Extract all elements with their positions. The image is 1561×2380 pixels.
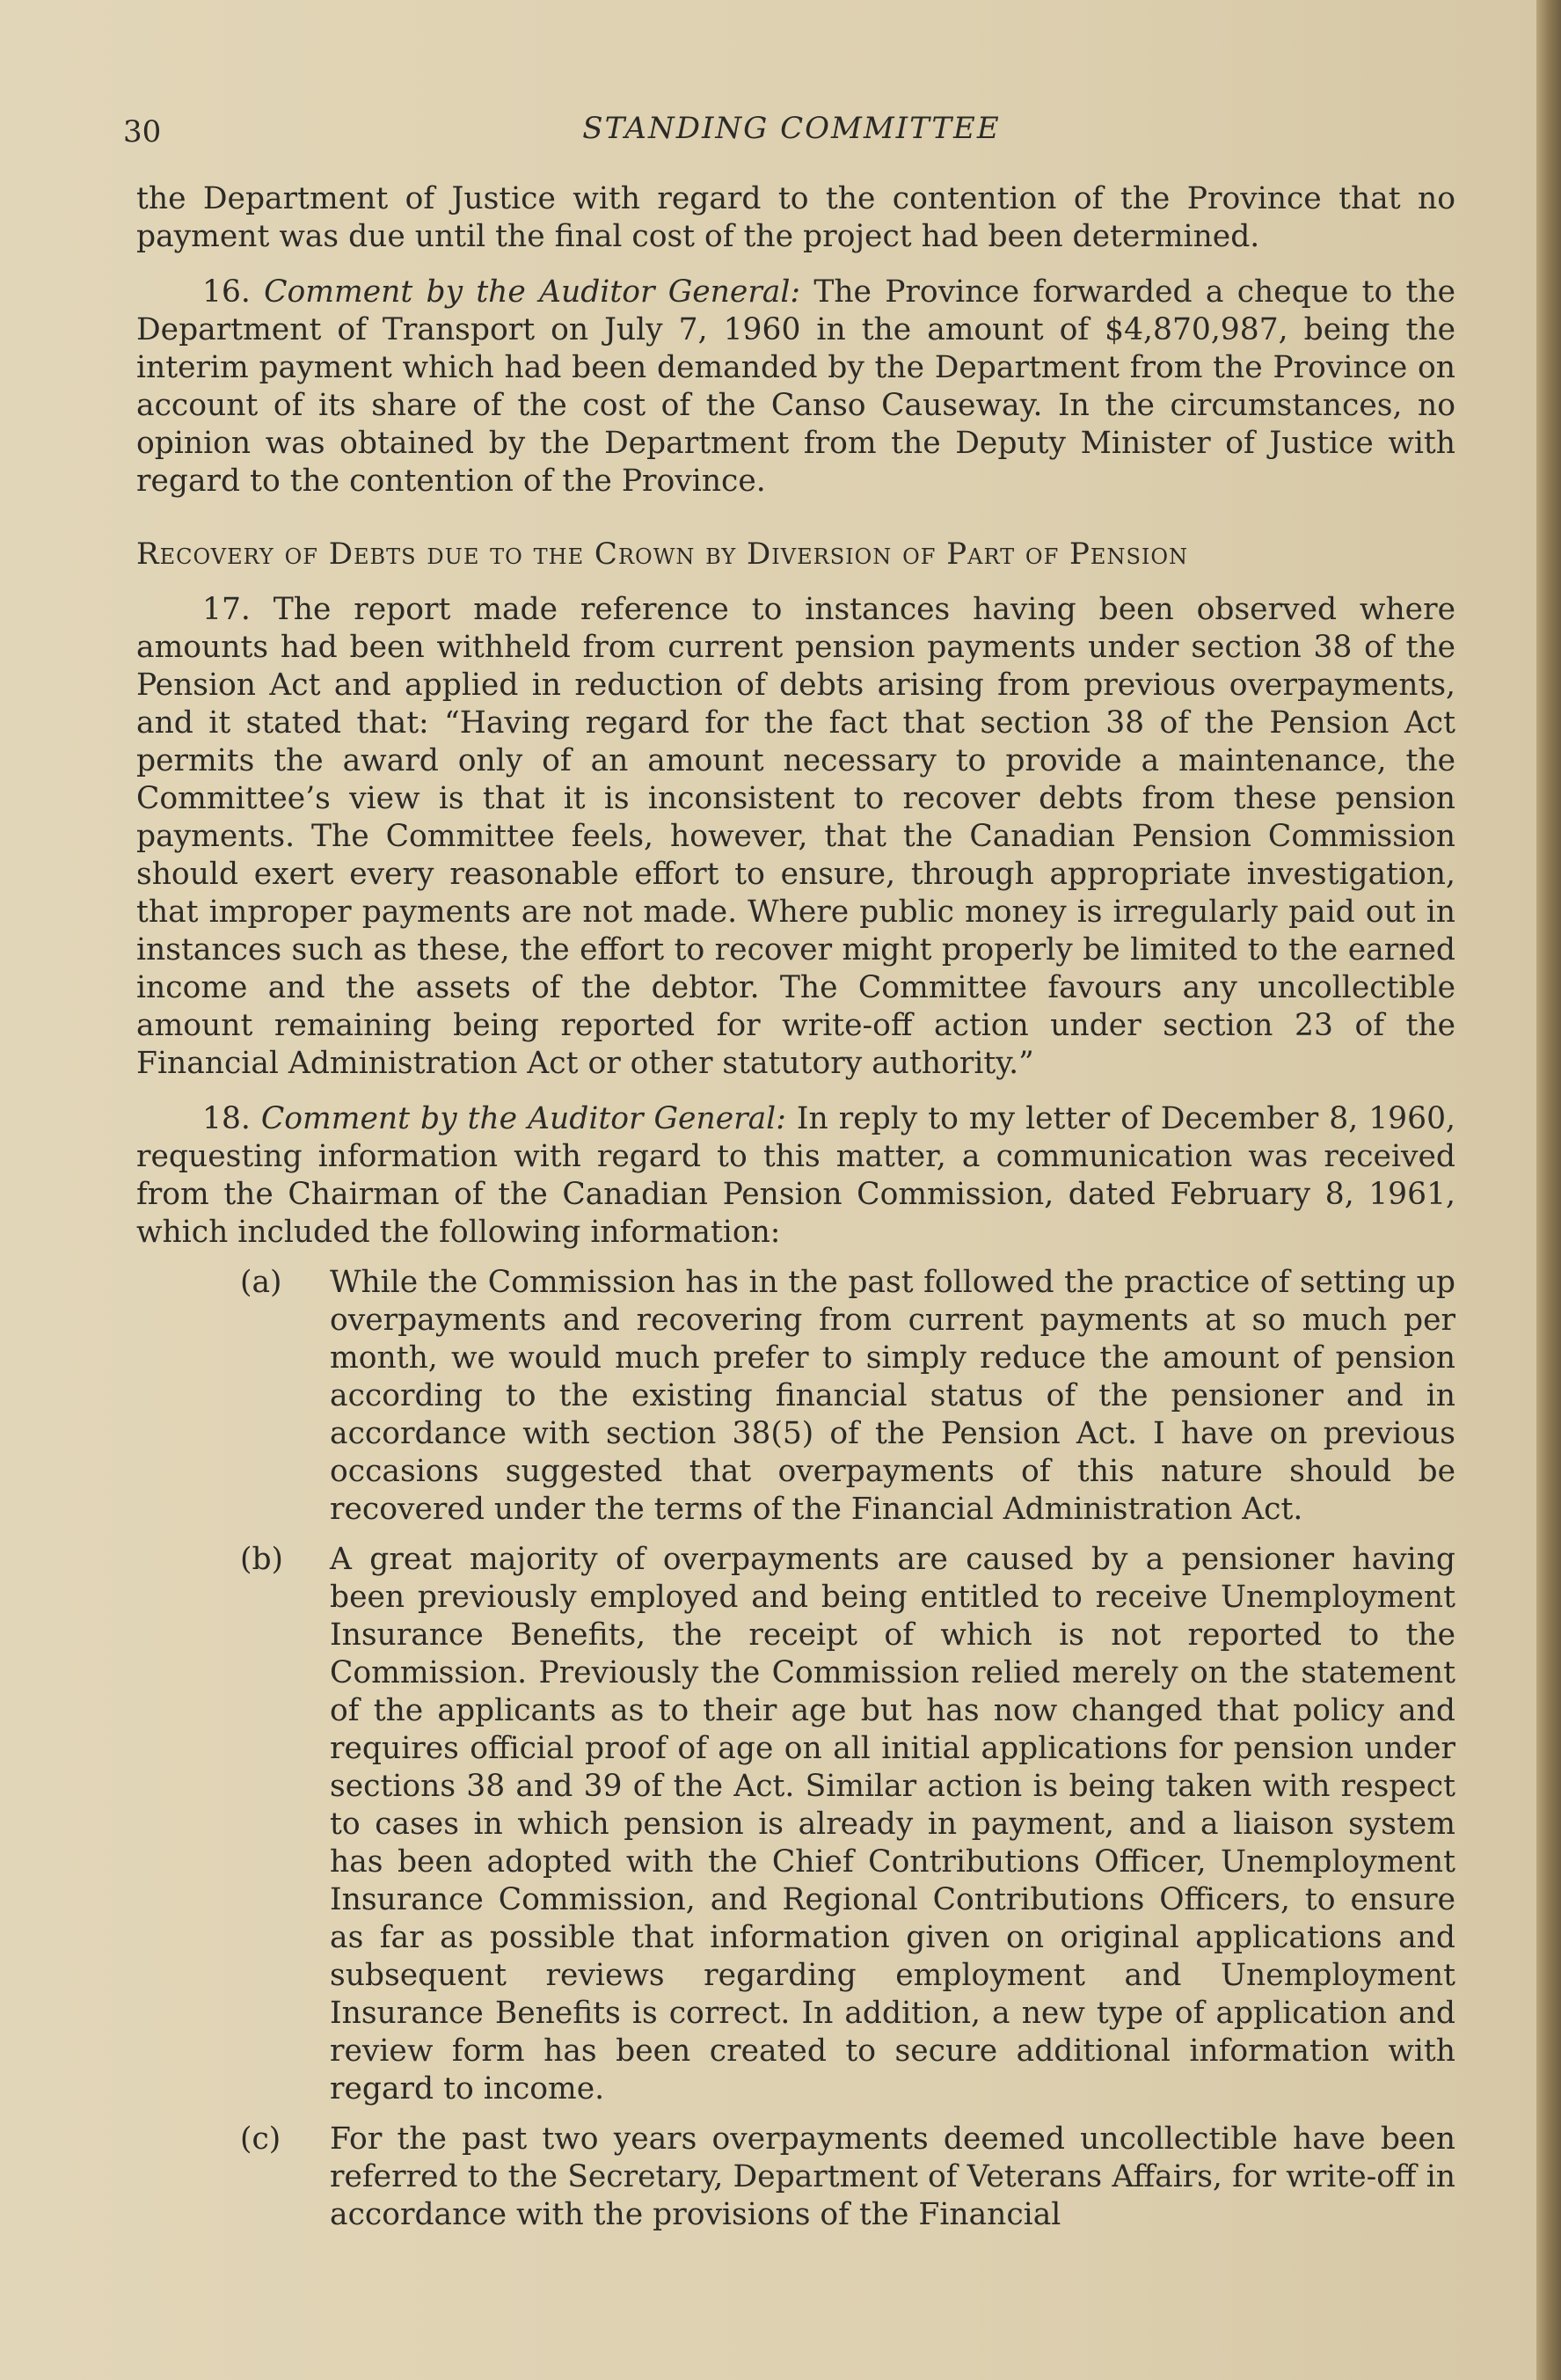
running-head: STANDING COMMITTEE	[582, 111, 1001, 146]
list-item-text: A great majority of overpayments are caused by a pensioner having been previously employed and being entitled to receive Unemployment Insurance Benefits, the receipt of which is not reported to the Commission. Previously the Commission relied merely on the statement of the applicants as to their age but has now changed that policy and requires official proof of age on all initial applications for pension under sections 38 and 39 of the Act. Similar action is being taken with respect to cases in which pension is already in payment, and a liaison system has been adopted with the Chief Contributions Officer, Unemployment Insurance Commission, and Regional Contributions Officers, to ensure as far as possible that information given on original applications and subsequent reviews regarding employment and Unemployment Insurance Benefits is correct. In addition, a new type of application and review form has been created to secure additional information with regard to income.	[330, 1542, 1455, 2106]
paragraph-lead: Comment by the Auditor General:	[260, 1101, 786, 1136]
paragraph-text: The Province forwarded a cheque to the Department of Transport on July 7, 1960 in the amount of $4,870,987, being the interim payment which had been demanded by the Department from the Province on account of its share of the cost of the Canso Causeway. In the circumstances, no opinion was obtained by the Department from the Deputy Minister of Justice with regard to the contention of the Province.	[136, 274, 1456, 499]
page-number: 30	[123, 114, 162, 150]
list-item-a	[136, 1264, 1455, 1529]
paragraph-number: 17.	[202, 592, 251, 627]
list-item-label: (b)	[240, 1542, 284, 1577]
list-item-text: For the past two years overpayments deemed uncollectible have been referred to the Secretary, Department of Veterans Affairs, for write-off in accordance with the provisions of the Financial	[330, 2121, 1455, 2232]
page-binding-edge	[1536, 0, 1561, 2380]
list-item-b	[136, 1541, 1455, 2108]
paragraph-number: 18.	[202, 1101, 251, 1136]
list-item-label: (a)	[240, 1265, 282, 1300]
paragraph-18	[136, 1100, 1455, 1252]
list-item-text: While the Commission has in the past followed the practice of setting up overpayments and recovering from current payments at so much per month, we would much prefer to simply reduce the amount of pension according to the existing financial status of the pensioner and in accordance with section 38(5) of the Pension Act. I have on previous occasions suggested that overpayments of this nature should be recovered under the terms of the Financial Administration Act.	[330, 1265, 1455, 1527]
paragraph-17	[136, 591, 1455, 1083]
list-item-c	[136, 2121, 1455, 2234]
page-body	[136, 180, 1455, 2234]
paragraph-continued: the Department of Justice with regard to the contention of the Province that no payment was due until the final cost of the project had been determined.	[136, 181, 1455, 254]
page-header	[123, 99, 1460, 151]
paragraph-number: 16.	[202, 274, 251, 310]
paragraph-text: The report made reference to instances having been observed where amounts had been withheld from current pension payments under section 38 of the Pension Act and applied in reduction of debts arising from previous overpayments, and it stated that: “Having regard for the fact that section 38 of the Pension Act permits the award only of an amount necessary to provide a maintenance, the Committee’s view is that it is inconsistent to recover debts from these pension payments. The Committee feels, however, that the Canadian Pension Commission should exert every reasonable effort to ensure, through appropriate investigation, that improper payments are not made. Where public money is irregularly paid out in instances such as these, the effort to recover might properly be limited to the earned income and the assets of the debtor. The Committee favours any uncollectible amount remaining being reported for write-off action under section 23 of the Financial Administration Act or other statutory authority.”	[136, 592, 1456, 1081]
paragraph-text: In reply to my letter of December 8, 1960, requesting information with regard to this matter, a communication was received from the Chairman of the Canadian Pension Commission, dated February 8, 1961, which included the following information:	[136, 1101, 1455, 1250]
section-heading: Recovery of Debts due to the Crown by Diversion of Part of Pension	[136, 537, 1189, 572]
paragraph-16	[136, 274, 1455, 500]
paragraph-lead: Comment by the Auditor General:	[264, 274, 801, 310]
list-item-label: (c)	[240, 2121, 281, 2157]
